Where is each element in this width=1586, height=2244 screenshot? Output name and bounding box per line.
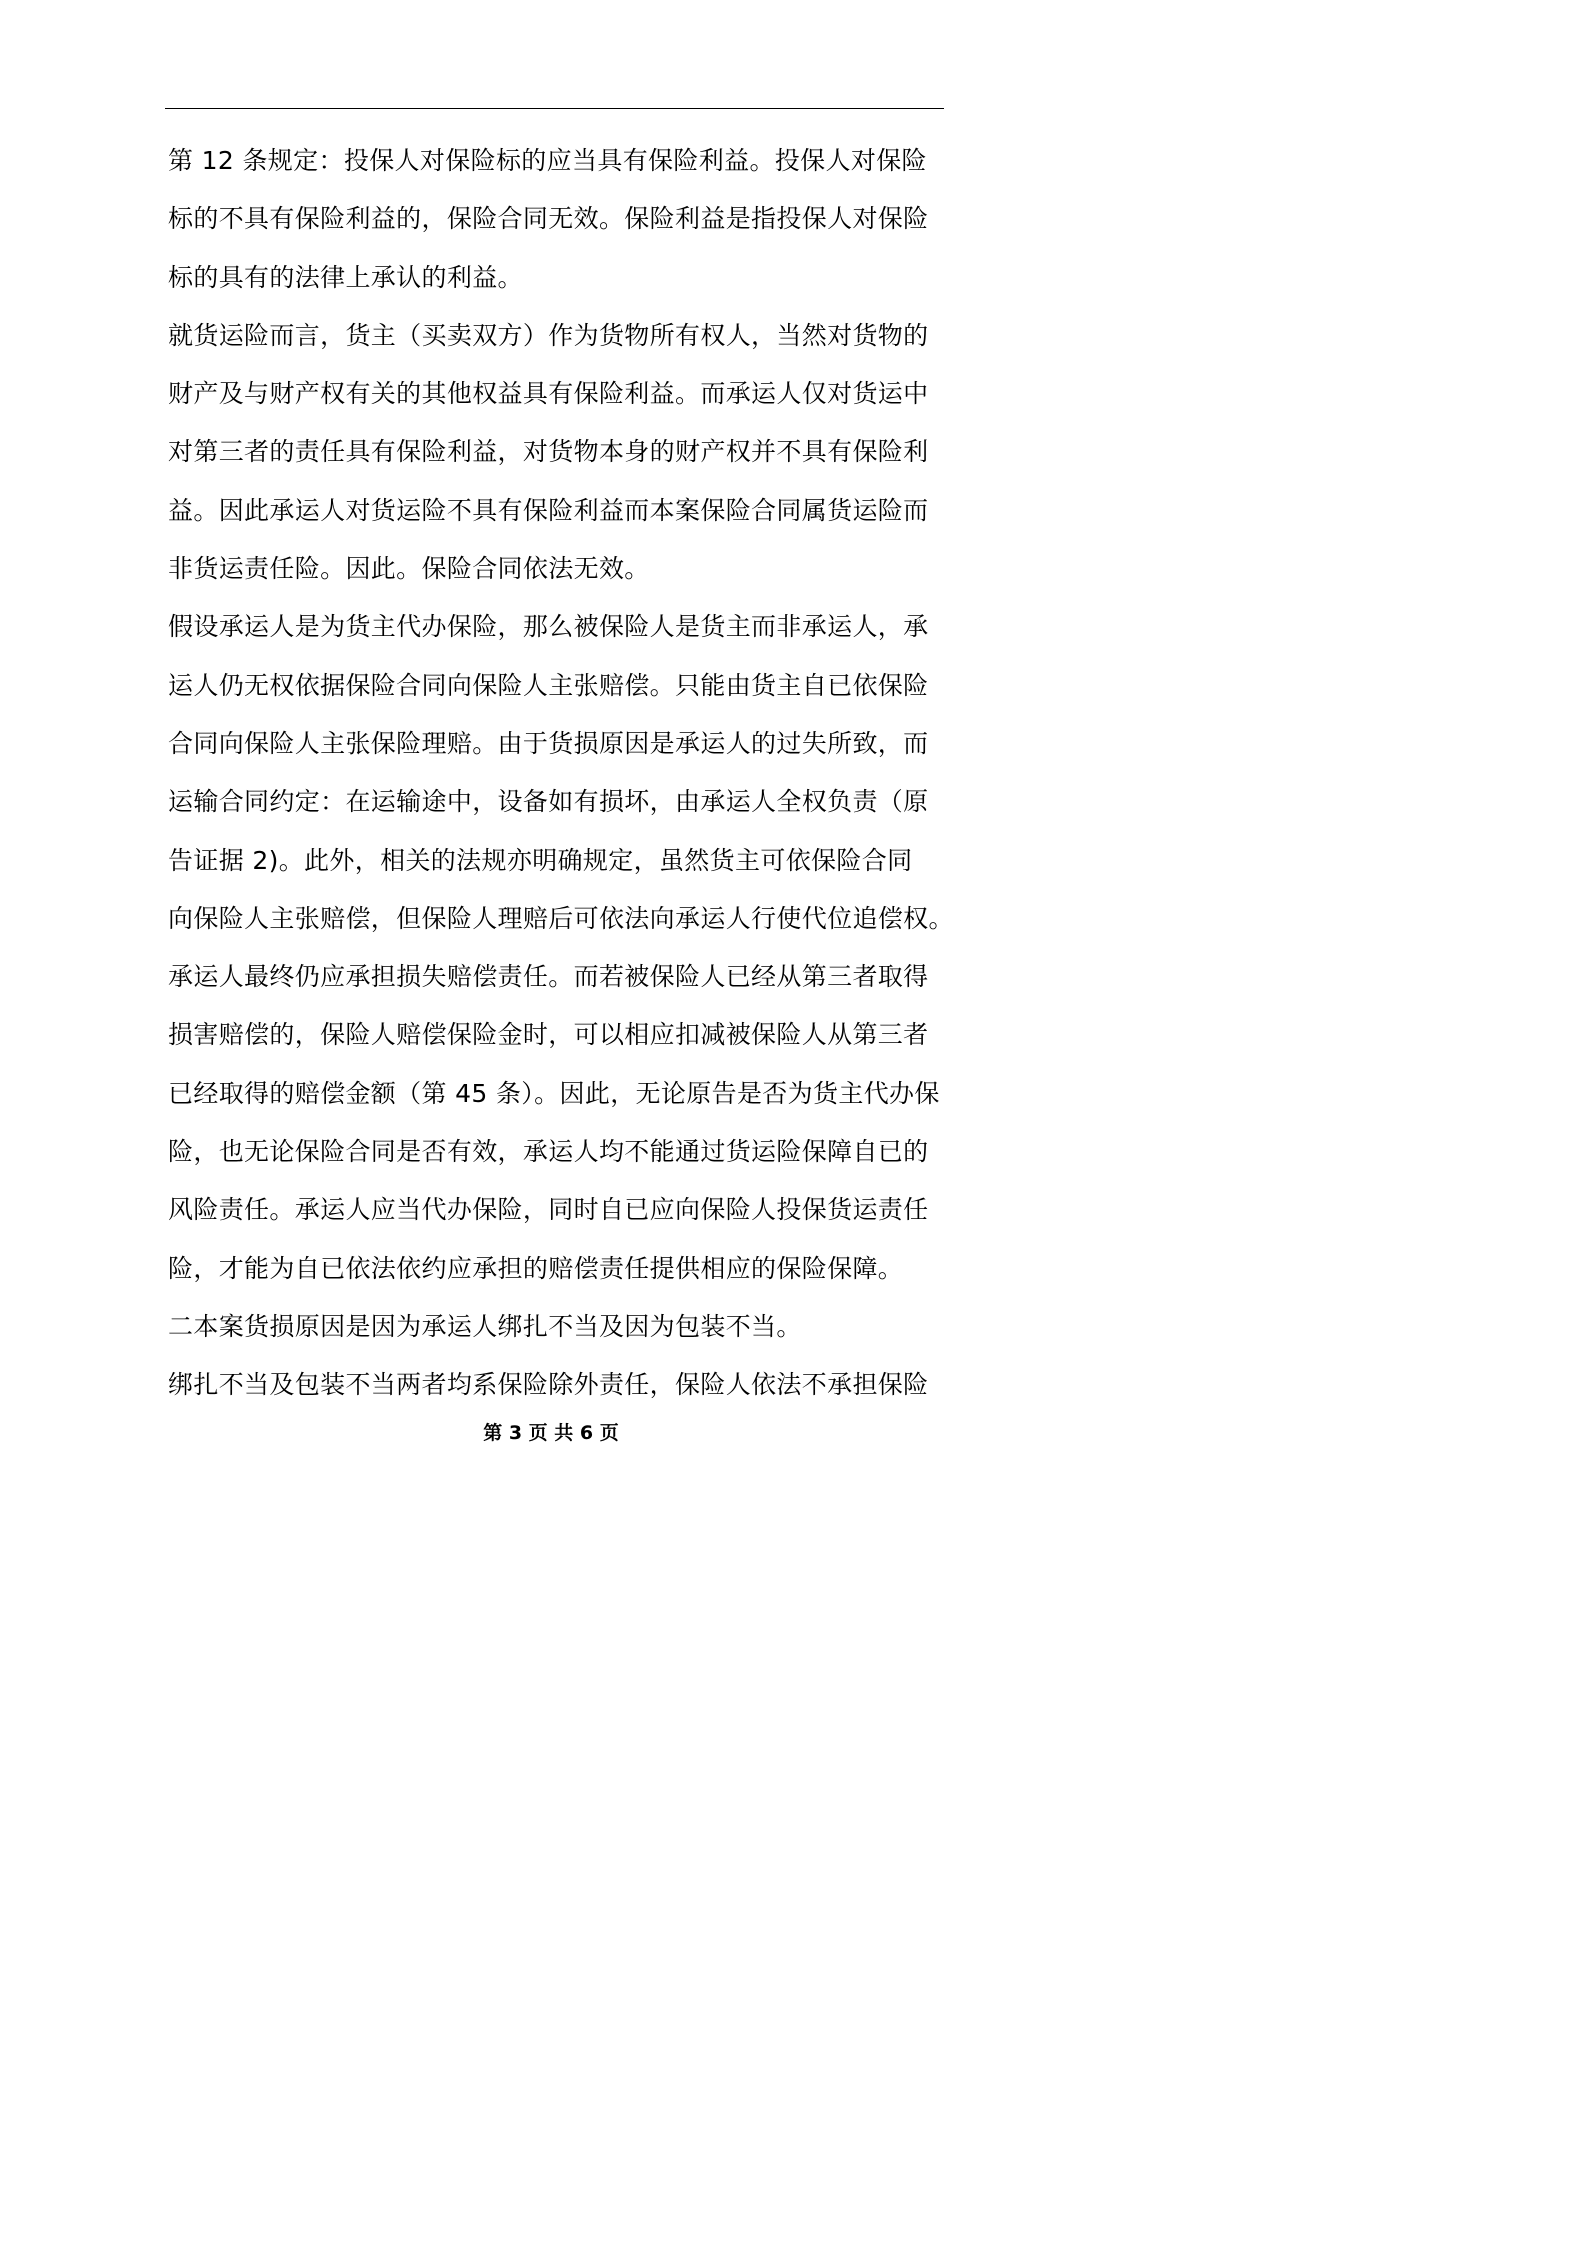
text-line: 假设承运人是为货主代办保险，那么被保险人是货主而非承运人，承 (168, 612, 929, 642)
text-line: 对第三者的责任具有保险利益，对货物本身的财产权并不具有保险利 (168, 437, 929, 467)
text-line: 承运人最终仍应承担损失赔偿责任。而若被保险人已经从第三者取得 (168, 962, 929, 992)
text-line: 合同向保险人主张保险理赔。由于货损原因是承运人的过失所致，而 (168, 728, 929, 758)
text-line: 已经取得的赔偿金额（第 45 条）。因此，无论原告是否为货主代办保 (168, 1078, 940, 1108)
text-line: 风险责任。承运人应当代办保险，同时自已应向保险人投保货运责任 (168, 1195, 929, 1225)
header-rule (165, 108, 944, 109)
text-line: 险，才能为自已依法依约应承担的赔偿责任提供相应的保险保障。 (168, 1253, 904, 1283)
text-line: 绑扎不当及包装不当两者均系保险除外责任，保险人依法不承担保险 (168, 1370, 929, 1400)
text-line: 二本案货损原因是因为承运人绑扎不当及因为包装不当。 (168, 1311, 802, 1341)
page-number-footer: 第 3 页 共 6 页 (483, 1422, 619, 1444)
text-line: 就货运险而言，货主（买卖双方）作为货物所有权人，当然对货物的 (168, 320, 929, 350)
text-line: 益。因此承运人对货运险不具有保险利益而本案保险合同属货运险而 (168, 495, 929, 525)
text-line: 标的不具有保险利益的，保险合同无效。保险利益是指投保人对保险 (168, 204, 929, 234)
text-line: 险，也无论保险合同是否有效，承运人均不能通过货运险保障自已的 (168, 1137, 929, 1167)
text-line: 损害赔偿的，保险人赔偿保险金时，可以相应扣减被保险人从第三者 (168, 1020, 929, 1050)
text-line: 第 12 条规定：投保人对保险标的应当具有保险利益。投保人对保险 (168, 146, 927, 175)
text-line: 标的具有的法律上承认的利益。 (168, 262, 523, 292)
text-line: 运输合同约定：在运输途中，设备如有损坏，由承运人全权负责（原 (168, 787, 929, 817)
body-text (168, 132, 958, 1415)
text-line: 非货运责任险。因此。保险合同依法无效。 (168, 554, 650, 584)
text-line: 运人仍无权依据保险合同向保险人主张赔偿。只能由货主自已依保险 (168, 670, 929, 700)
text-line: 告证据 2)。此外，相关的法规亦明确规定，虽然货主可依保险合同 (168, 845, 913, 875)
text-line: 向保险人主张赔偿，但保险人理赔后可依法向承运人行使代位追偿权。 (168, 903, 954, 933)
text-line: 财产及与财产权有关的其他权益具有保险利益。而承运人仅对货运中 (168, 379, 929, 409)
